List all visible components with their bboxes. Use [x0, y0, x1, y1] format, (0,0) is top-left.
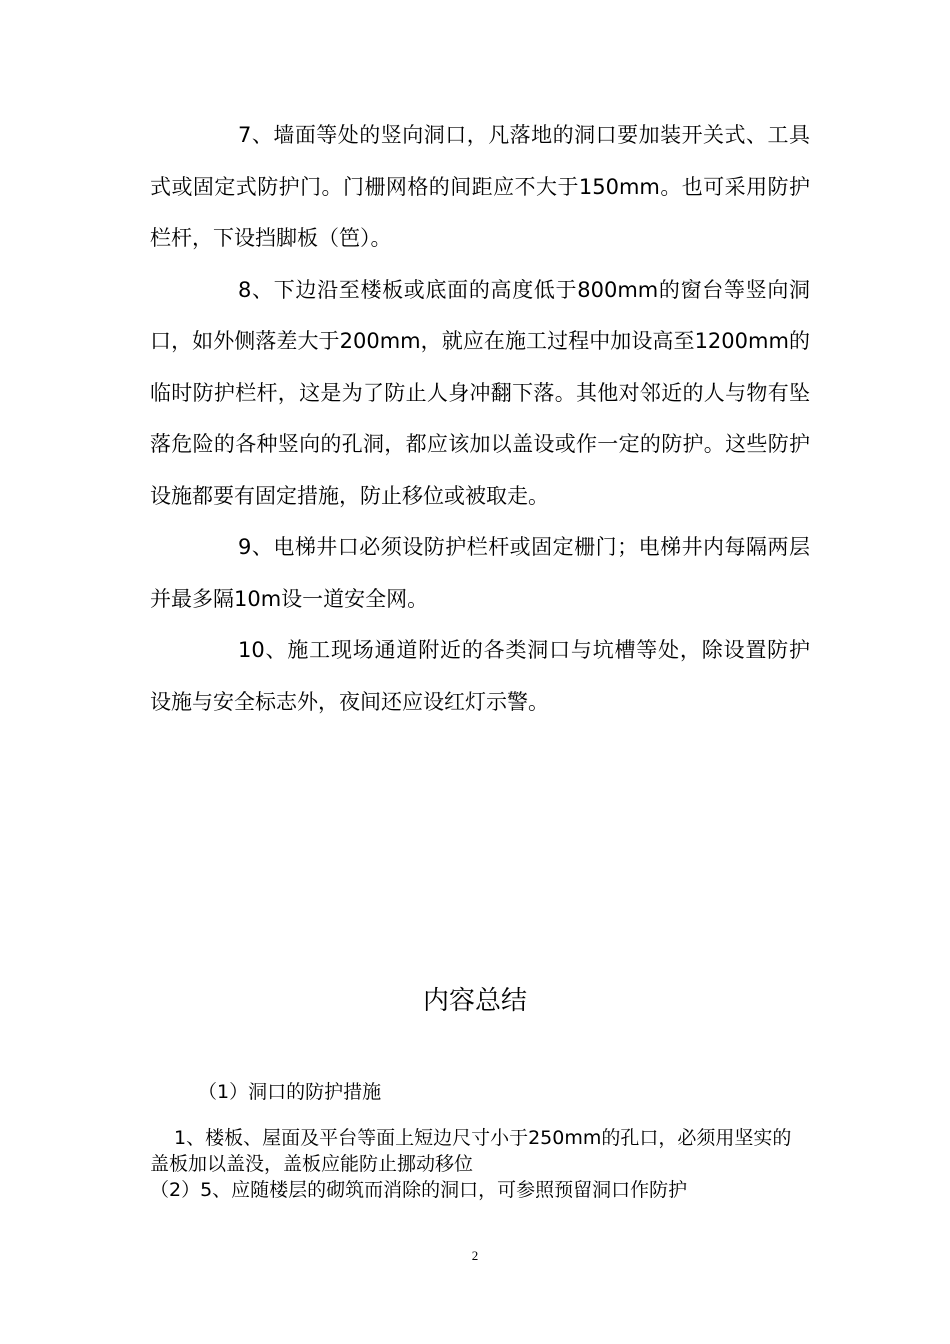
summary-item-2: （2）5、应随楼层的砌筑而消除的洞口，可参照预留洞口作防护	[150, 1179, 688, 1201]
paragraph-10: 10、施工现场通道附近的各类洞口与坑槽等处，除设置防护设施与安全标志外，夜间还应设红灯示警。	[150, 638, 810, 714]
paragraph-7: 7、墙面等处的竖向洞口，凡落地的洞口要加装开关式、工具式或固定式防护门。门栅网格的间距应不大于150mm。也可采用防护栏杆，下设挡脚板（笆）。	[150, 123, 810, 250]
paragraph-8: 8、下边沿至楼板或底面的高度低于800mm的窗台等竖向洞口，如外侧落差大于200mm，就应在施工过程中加设高至1200mm的临时防护栏杆，这是为了防止人身冲翻下落。其他对邻近的人与物有坠落危险的各种竖向的孔洞，都应该加以盖设或作一定的防护。这些防护设施都要有固定措施，防止移位或被取走。	[150, 277, 810, 508]
paragraph-9: 9、电梯井口必须设防护栏杆或固定栅门；电梯井内每隔两层并最多隔10m设一道安全网。	[150, 535, 810, 611]
body-text	[150, 110, 810, 728]
summary-item-1: 1、楼板、屋面及平台等面上短边尺寸小于250mm的孔口，必须用坚实的盖板加以盖没，盖板应能防止挪动移位	[150, 1127, 792, 1175]
page-number: 2	[471, 1248, 479, 1263]
summary-section	[150, 1079, 810, 1203]
summary-heading: （1）洞口的防护措施	[198, 1081, 382, 1103]
summary-title: 内容总结	[422, 986, 527, 1016]
